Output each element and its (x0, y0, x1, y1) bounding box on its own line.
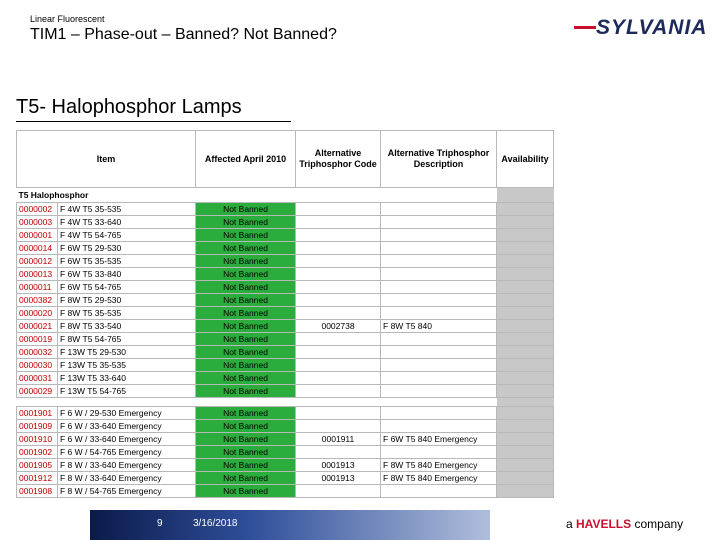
alt-code-cell (296, 372, 381, 385)
alt-code-cell (296, 216, 381, 229)
item-name: F 6W T5 33-840 (58, 268, 196, 281)
table-row (17, 446, 554, 459)
availability-cell (497, 398, 554, 407)
header-alt-code: Alternative Triphosphor Code (296, 131, 381, 188)
alt-desc-cell (381, 485, 497, 498)
table-row (17, 407, 554, 420)
alt-code-cell: 0002738 (296, 320, 381, 333)
alt-desc-cell (381, 385, 497, 398)
status-cell: Not Banned (196, 433, 296, 446)
availability-cell (497, 320, 554, 333)
alt-desc-cell (381, 294, 497, 307)
availability-cell (497, 446, 554, 459)
item-name: F 8 W / 33-640 Emergency (58, 472, 196, 485)
alt-code-cell (296, 255, 381, 268)
table-row (17, 372, 554, 385)
item-code: 0000019 (17, 333, 58, 346)
status-cell: Not Banned (196, 446, 296, 459)
status-cell: Not Banned (196, 346, 296, 359)
section-title: T5- Halophosphor Lamps (16, 96, 242, 118)
section-label: T5 Halophosphor (18, 189, 89, 200)
item-code: 0001909 (17, 420, 58, 433)
alt-code-cell (296, 446, 381, 459)
availability-cell (497, 420, 554, 433)
item-name: F 6 W / 54-765 Emergency (58, 446, 196, 459)
section-row (17, 188, 554, 203)
section-underline (16, 121, 291, 122)
alt-desc-cell (381, 420, 497, 433)
alt-code-cell (296, 281, 381, 294)
status-cell: Not Banned (196, 333, 296, 346)
availability-cell (497, 472, 554, 485)
page-number: 9 (157, 518, 163, 529)
table-row (17, 216, 554, 229)
alt-code-cell: 0001911 (296, 433, 381, 446)
item-code: 0000030 (17, 359, 58, 372)
item-name: F 6W T5 29-530 (58, 242, 196, 255)
status-cell: Not Banned (196, 485, 296, 498)
alt-code-cell (296, 268, 381, 281)
table-row (17, 268, 554, 281)
alt-desc-cell (381, 407, 497, 420)
item-code: 0000031 (17, 372, 58, 385)
alt-code-cell (296, 407, 381, 420)
item-name: F 8W T5 29-530 (58, 294, 196, 307)
status-cell: Not Banned (196, 407, 296, 420)
slide-title: TIM1 – Phase-out – Banned? Not Banned? (30, 26, 337, 43)
alt-desc-cell (381, 216, 497, 229)
alt-code-cell (296, 333, 381, 346)
header-item: Item (17, 131, 196, 188)
alt-desc-cell (381, 333, 497, 346)
item-name: F 6 W / 33-640 Emergency (58, 433, 196, 446)
logo-text: SYLVANIA (596, 16, 708, 39)
alt-desc-cell (381, 359, 497, 372)
table-row (17, 229, 554, 242)
item-code: 0000011 (17, 281, 58, 294)
availability-cell (497, 385, 554, 398)
table-row (17, 242, 554, 255)
alt-desc-cell (381, 229, 497, 242)
table-row (17, 294, 554, 307)
alt-code-cell: 0001913 (296, 472, 381, 485)
alt-desc-cell (381, 203, 497, 216)
availability-cell (497, 294, 554, 307)
alt-code-cell (296, 242, 381, 255)
item-code: 0000032 (17, 346, 58, 359)
item-code: 0000029 (17, 385, 58, 398)
item-name: F 4W T5 54-765 (58, 229, 196, 242)
brand-suffix: company (631, 517, 684, 531)
item-name: F 6 W / 33-640 Emergency (58, 420, 196, 433)
table-row (17, 320, 554, 333)
item-code: 0000014 (17, 242, 58, 255)
spacer-cell (17, 398, 497, 407)
item-name: F 8W T5 35-535 (58, 307, 196, 320)
brand-name: HAVELLS (576, 517, 632, 531)
alt-desc-cell (381, 446, 497, 459)
top-label: Linear Fluorescent (30, 14, 105, 24)
item-name: F 8W T5 54-765 (58, 333, 196, 346)
alt-desc-cell (381, 307, 497, 320)
item-name: F 6W T5 54-765 (58, 281, 196, 294)
table-row (17, 459, 554, 472)
table-row (17, 359, 554, 372)
table-row (17, 472, 554, 485)
alt-desc-cell: F 8W T5 840 (381, 320, 497, 333)
alt-code-cell (296, 359, 381, 372)
alt-code-cell (296, 294, 381, 307)
logo-swoosh-icon (574, 26, 596, 29)
item-code: 0000021 (17, 320, 58, 333)
availability-cell (497, 216, 554, 229)
availability-cell (497, 229, 554, 242)
item-name: F 13W T5 29-530 (58, 346, 196, 359)
availability-cell (497, 307, 554, 320)
alt-desc-cell (381, 346, 497, 359)
item-name: F 8 W / 33-640 Emergency (58, 459, 196, 472)
table-row (17, 333, 554, 346)
table-row (17, 203, 554, 216)
status-cell: Not Banned (196, 268, 296, 281)
item-code: 0001902 (17, 446, 58, 459)
status-cell: Not Banned (196, 216, 296, 229)
item-code: 0001901 (17, 407, 58, 420)
availability-cell (497, 268, 554, 281)
header-alt-desc: Alternative Triphosphor Description (381, 131, 497, 188)
footer-bar (90, 510, 490, 540)
item-code: 0000012 (17, 255, 58, 268)
havells-brand (566, 517, 683, 531)
alt-desc-cell (381, 372, 497, 385)
alt-code-cell (296, 203, 381, 216)
availability-cell (497, 242, 554, 255)
availability-cell (497, 459, 554, 472)
table-row (17, 281, 554, 294)
status-cell: Not Banned (196, 459, 296, 472)
brand-prefix: a (566, 517, 577, 531)
availability-cell (497, 255, 554, 268)
item-name: F 13W T5 54-765 (58, 385, 196, 398)
status-cell: Not Banned (196, 203, 296, 216)
header-availability: Availability (497, 131, 554, 188)
table-header-row (17, 131, 554, 188)
item-code: 0000020 (17, 307, 58, 320)
item-code: 0001912 (17, 472, 58, 485)
status-cell: Not Banned (196, 372, 296, 385)
item-name: F 8W T5 33-540 (58, 320, 196, 333)
status-cell: Not Banned (196, 281, 296, 294)
table-row (17, 485, 554, 498)
availability-cell (497, 372, 554, 385)
alt-code-cell (296, 307, 381, 320)
spacer-row (17, 398, 554, 407)
alt-code-cell (296, 229, 381, 242)
item-code: 0001908 (17, 485, 58, 498)
availability-cell (497, 407, 554, 420)
availability-cell (497, 203, 554, 216)
alt-desc-cell (381, 255, 497, 268)
availability-cell (497, 188, 554, 203)
alt-desc-cell (381, 268, 497, 281)
status-cell: Not Banned (196, 359, 296, 372)
availability-cell (497, 346, 554, 359)
table-row (17, 255, 554, 268)
availability-cell (497, 333, 554, 346)
item-name: F 8 W / 54-765 Emergency (58, 485, 196, 498)
lamps-table (16, 130, 554, 498)
item-code: 0000013 (17, 268, 58, 281)
status-cell: Not Banned (196, 385, 296, 398)
availability-cell (497, 281, 554, 294)
item-code: 0000003 (17, 216, 58, 229)
status-cell: Not Banned (196, 420, 296, 433)
item-name: F 13W T5 33-640 (58, 372, 196, 385)
status-cell: Not Banned (196, 307, 296, 320)
availability-cell (497, 359, 554, 372)
status-cell: Not Banned (196, 242, 296, 255)
table-row (17, 420, 554, 433)
alt-code-cell (296, 385, 381, 398)
alt-code-cell: 0001913 (296, 459, 381, 472)
alt-code-cell (296, 346, 381, 359)
item-code: 0000382 (17, 294, 58, 307)
item-name: F 4W T5 35-535 (58, 203, 196, 216)
alt-desc-cell: F 8W T5 840 Emergency (381, 459, 497, 472)
item-name: F 13W T5 35-535 (58, 359, 196, 372)
table-row (17, 346, 554, 359)
item-code: 0000002 (17, 203, 58, 216)
status-cell: Not Banned (196, 320, 296, 333)
alt-desc-cell: F 8W T5 840 Emergency (381, 472, 497, 485)
alt-code-cell (296, 485, 381, 498)
table-row (17, 433, 554, 446)
status-cell: Not Banned (196, 294, 296, 307)
item-name: F 4W T5 33-640 (58, 216, 196, 229)
item-name: F 6W T5 35-535 (58, 255, 196, 268)
table-row (17, 307, 554, 320)
item-name: F 6 W / 29-530 Emergency (58, 407, 196, 420)
item-code: 0000001 (17, 229, 58, 242)
header-affected: Affected April 2010 (196, 131, 296, 188)
footer-date: 3/16/2018 (193, 518, 238, 529)
alt-code-cell (296, 420, 381, 433)
item-code: 0001905 (17, 459, 58, 472)
availability-cell (497, 433, 554, 446)
item-code: 0001910 (17, 433, 58, 446)
availability-cell (497, 485, 554, 498)
alt-desc-cell (381, 281, 497, 294)
table-row (17, 385, 554, 398)
sylvania-logo (574, 14, 708, 44)
alt-desc-cell (381, 242, 497, 255)
status-cell: Not Banned (196, 472, 296, 485)
status-cell: Not Banned (196, 255, 296, 268)
alt-desc-cell: F 6W T5 840 Emergency (381, 433, 497, 446)
status-cell: Not Banned (196, 229, 296, 242)
